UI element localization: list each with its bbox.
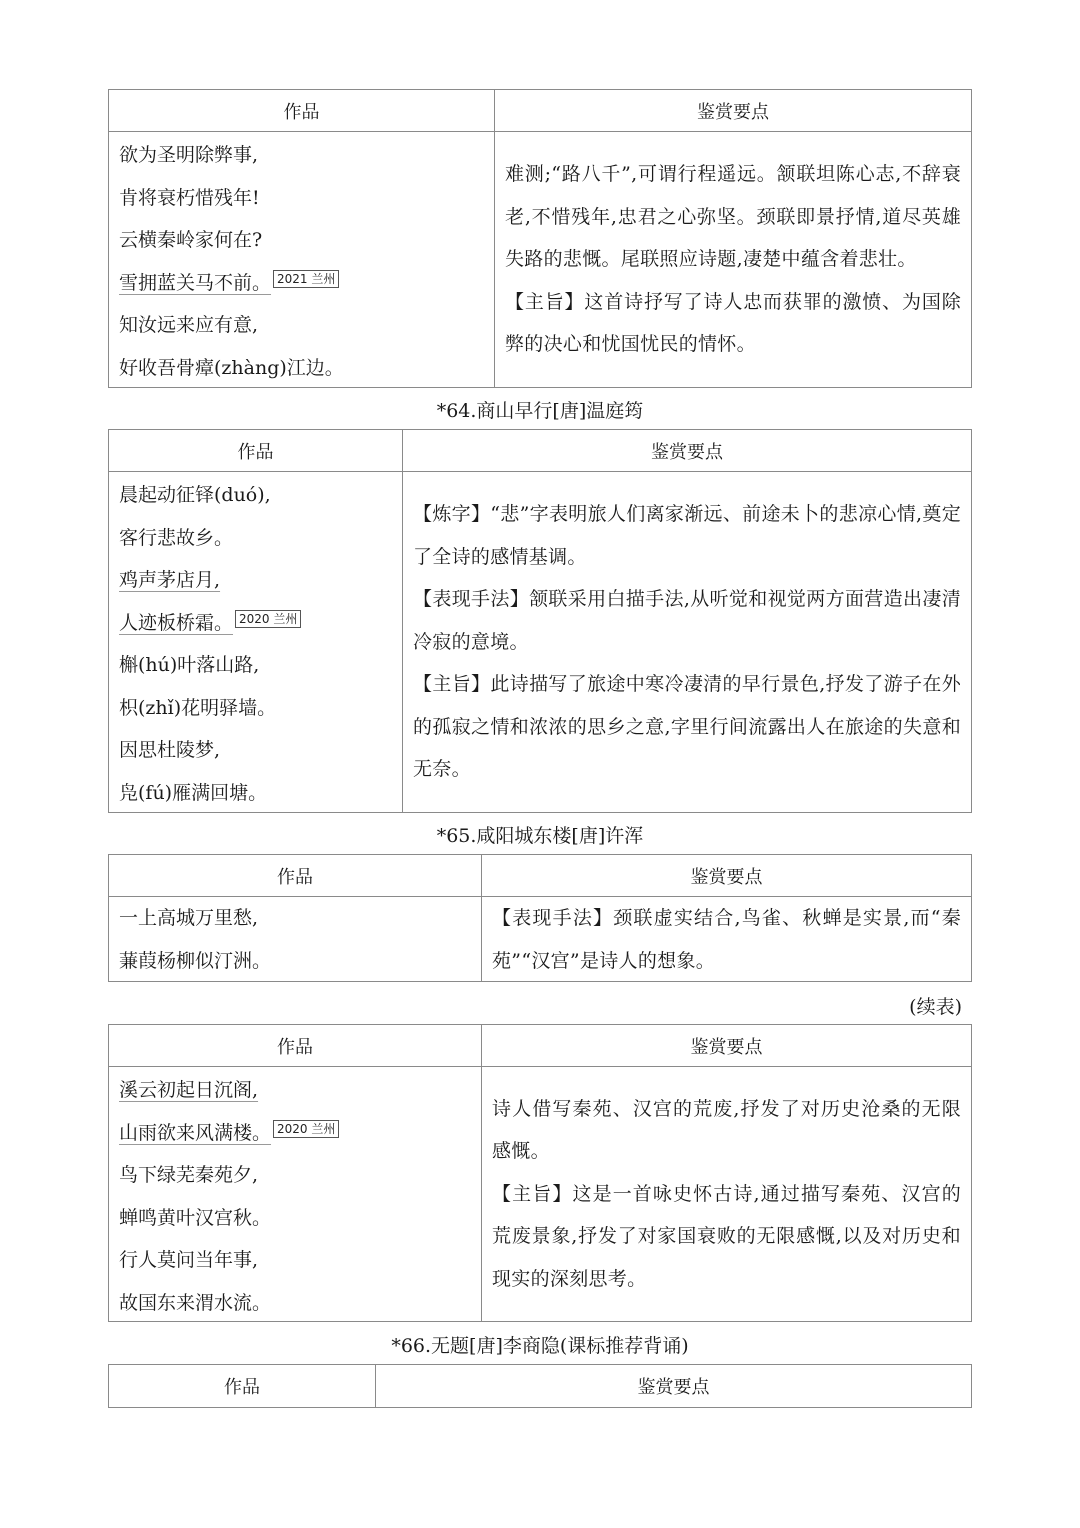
header-work: 作品 <box>109 90 495 131</box>
continued-label: (续表) <box>909 996 962 1018</box>
poem-line: 因思杜陵梦, <box>119 739 221 761</box>
note-paragraph: 【炼字】“悲”字表明旅人们离家渐远、前途未卜的悲凉心情,奠定了全诗的感情基调。 <box>413 503 961 568</box>
poem-table-63 <box>108 89 972 388</box>
note-paragraph: 难测;“路八千”,可谓行程遥远。颔联坦陈心志,不辞衰老,不惜残年,忠君之心弥坚。颈联即景抒情,道尽英雄失路的悲慨。尾联照应诗题,凄楚中蕴含着悲壮。 <box>505 163 961 271</box>
poem-line: 凫(fú)雁满回塘。 <box>119 781 268 804</box>
poem-table-65-continued <box>108 1024 972 1322</box>
note-paragraph: 【主旨】这首诗抒写了诗人忠而获罪的激愤、为国除弊的决心和忧国忧民的情怀。 <box>505 290 961 356</box>
poem-line: 好收吾骨瘴(zhàng)江边。 <box>119 356 344 379</box>
poem-table-66 <box>108 1364 972 1408</box>
poem-line: 鸟下绿芜秦苑夕, <box>119 1164 259 1186</box>
poem-text <box>109 472 403 812</box>
table-header <box>109 1365 971 1407</box>
poem-line-text: 雪拥蓝关马不前。 <box>119 271 272 294</box>
exam-tag: 2021 兰州 <box>273 270 339 288</box>
poem-line: 客行悲故乡。 <box>119 526 234 549</box>
poem-line: 云横秦岭家何在? <box>119 229 263 251</box>
table-header <box>109 90 971 132</box>
header-notes: 鉴赏要点 <box>651 441 723 463</box>
table-header <box>109 430 971 472</box>
header-work: 作品 <box>109 1365 376 1407</box>
header-notes: 鉴赏要点 <box>637 1377 710 1398</box>
note-paragraph: 诗人借写秦苑、汉宫的荒废,抒发了对历史沧桑的无限感慨。 <box>492 1097 961 1163</box>
poem-text <box>109 1067 482 1321</box>
appreciation-notes <box>482 897 971 981</box>
table-header <box>109 1025 971 1067</box>
poem-line-text: 溪云初起日沉阁, <box>119 1079 259 1101</box>
section-title-66: *66.无题[唐]李商隐(课标推荐背诵) <box>391 1335 689 1357</box>
table-header <box>109 855 971 897</box>
poem-line: 枳(zhǐ)花明驿墙。 <box>119 696 277 719</box>
poem-text <box>109 897 482 981</box>
poem-line: 欲为圣明除弊事, <box>119 144 259 166</box>
poem-line-underlined <box>119 1069 471 1112</box>
poem-line-underlined <box>119 602 392 645</box>
poem-line-underlined <box>119 1112 471 1155</box>
poem-line: 槲(hú)叶落山路, <box>119 654 260 676</box>
poem-text <box>109 132 495 387</box>
poem-line-text: 山雨欲来风满楼。 <box>119 1121 272 1144</box>
poem-line-underlined <box>119 559 392 602</box>
section-title-64: *64.商山早行[唐]温庭筠 <box>436 400 644 422</box>
appreciation-notes <box>403 472 971 812</box>
poem-line: 知汝远来应有意, <box>119 314 259 336</box>
poem-table-64 <box>108 429 972 813</box>
poem-line-text: 鸡声茅店月, <box>119 569 221 591</box>
poem-line: 蝉鸣黄叶汉宫秋。 <box>119 1206 272 1229</box>
appreciation-notes <box>495 132 971 387</box>
poem-line: 一上高城万里愁, <box>119 907 259 929</box>
note-paragraph: 【主旨】这是一首咏史怀古诗,通过描写秦苑、汉宫的荒废景象,抒发了对家国衰败的无限感慨,以及对历史和现实的深刻思考。 <box>492 1182 961 1290</box>
header-notes: 鉴赏要点 <box>690 866 763 888</box>
note-paragraph: 【表现手法】颔联采用白描手法,从听觉和视觉两方面营造出凄清冷寂的意境。 <box>413 588 961 653</box>
header-work: 作品 <box>109 855 482 896</box>
poem-line: 故国东来渭水流。 <box>119 1291 272 1314</box>
poem-line: 肯将衰朽惜残年! <box>119 186 260 209</box>
appreciation-notes <box>482 1067 971 1321</box>
poem-line-underlined <box>119 262 484 305</box>
exam-tag: 2020 兰州 <box>235 610 301 628</box>
poem-line: 行人莫问当年事, <box>119 1249 259 1271</box>
poem-line: 晨起动征铎(duó), <box>119 484 271 506</box>
header-notes: 鉴赏要点 <box>697 101 769 123</box>
poem-line-text: 人迹板桥霜。 <box>119 611 234 634</box>
poem-line: 蒹葭杨柳似汀洲。 <box>119 949 272 972</box>
section-title-65: *65.咸阳城东楼[唐]许浑 <box>436 825 644 847</box>
note-paragraph: 【表现手法】颈联虚实结合,鸟雀、秋蝉是实景,而“秦苑”“汉宫”是诗人的想象。 <box>492 907 961 972</box>
header-work: 作品 <box>109 430 403 471</box>
poem-table-65 <box>108 854 972 982</box>
note-paragraph: 【主旨】此诗描写了旅途中寒冷凄清的早行景色,抒发了游子在外的孤寂之情和浓浓的思乡之意,字里行间流露出人在旅途的失意和无奈。 <box>413 673 961 781</box>
header-work: 作品 <box>109 1025 482 1066</box>
header-notes: 鉴赏要点 <box>690 1036 763 1058</box>
exam-tag: 2020 兰州 <box>273 1120 339 1138</box>
